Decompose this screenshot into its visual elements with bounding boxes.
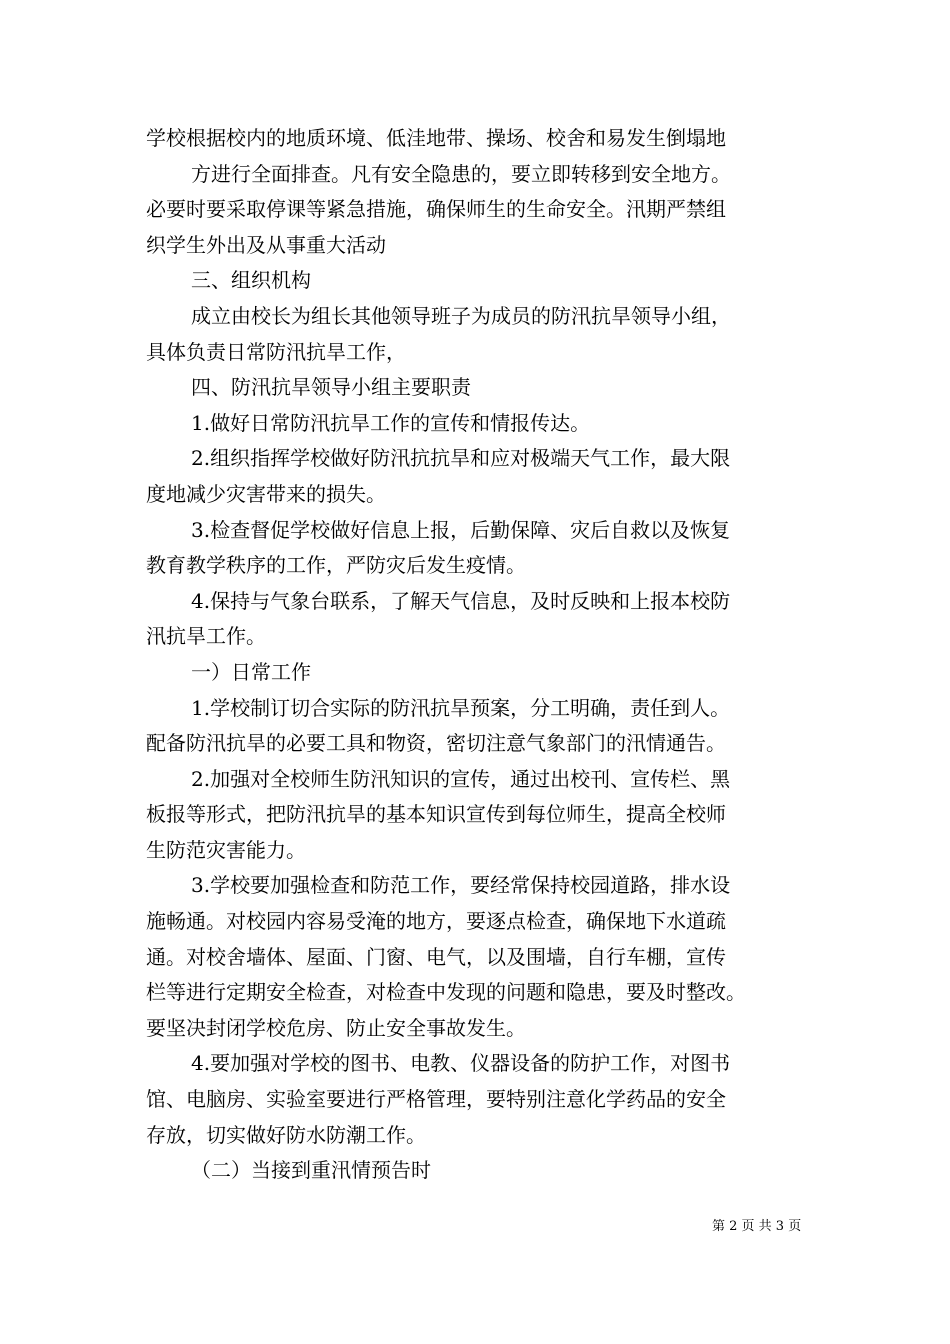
text-line: 学校根据校内的地质环境、低洼地带、操场、校舍和易发生倒塌地 — [146, 126, 726, 150]
text-line: 1.学校制订切合实际的防汛抗旱预案，分工明确，责任到人。 — [191, 695, 731, 720]
text-line: 施畅通。对校园内容易受淹的地方，要逐点检查，确保地下水道疏 — [146, 909, 726, 934]
text-line: 2.组织指挥学校做好防汛抗抗旱和应对极端天气工作，最大限 — [191, 446, 731, 471]
text-line: 3.检查督促学校做好信息上报，后勤保障、灾后自救以及恢复 — [191, 517, 731, 542]
text-line: 一）日常工作 — [191, 659, 311, 684]
document-body — [146, 121, 826, 1189]
text-line: 4.保持与气象台联系，了解天气信息，及时反映和上报本校防 — [191, 588, 731, 613]
text-line: 通。对校舍墙体、屋面、门窗、电气，以及围墙，自行车棚，宣传 — [146, 944, 726, 969]
text-line: 存放，切实做好防水防潮工作。 — [146, 1122, 426, 1147]
text-line: 教育教学秩序的工作，严防灾后发生疫情。 — [146, 553, 526, 578]
text-line: 1.做好日常防汛抗旱工作的宣传和情报传达。 — [191, 410, 591, 435]
text-line: 具体负责日常防汛抗旱工作， — [146, 339, 406, 364]
text-line: （二）当接到重汛情预告时 — [191, 1158, 431, 1183]
text-line: 配备防汛抗旱的必要工具和物资，密切注意气象部门的汛情通告。 — [146, 731, 726, 756]
page-number-footer: 第 2 页 共 3 页 — [712, 1219, 802, 1234]
text-line: 要坚决封闭学校危房、防止安全事故发生。 — [146, 1015, 526, 1040]
text-line: 织学生外出及从事重大活动 — [146, 232, 386, 257]
text-line: 生防范灾害能力。 — [146, 837, 306, 862]
text-line: 度地减少灾害带来的损失。 — [146, 481, 386, 506]
text-line: 汛抗旱工作。 — [146, 624, 266, 649]
text-line: 成立由校长为组长其他领导班子为成员的防汛抗旱领导小组， — [191, 303, 731, 328]
text-line: 板报等形式，把防汛抗旱的基本知识宣传到每位师生，提高全校师 — [146, 802, 726, 827]
text-line: 4.要加强对学校的图书、电教、仪器设备的防护工作，对图书 — [191, 1051, 731, 1076]
text-line: 2.加强对全校师生防汛知识的宣传，通过出校刊、宣传栏、黑 — [191, 766, 731, 791]
text-line: 3.学校要加强检查和防范工作，要经常保持校园道路，排水设 — [191, 873, 731, 898]
text-line: 三、组织机构 — [191, 268, 311, 293]
text-line: 馆、电脑房、实验室要进行严格管理，要特别注意化学药品的安全 — [146, 1087, 726, 1112]
text-line: 方进行全面排查。凡有安全隐患的，要立即转移到安全地方。 — [191, 161, 731, 186]
text-line: 四、防汛抗旱领导小组主要职责 — [191, 375, 471, 400]
text-line: 必要时要采取停课等紧急措施，确保师生的生命安全。汛期严禁组 — [146, 197, 726, 222]
text-line: 栏等进行定期安全检查，对检查中发现的问题和隐患，要及时整改。 — [146, 980, 746, 1005]
